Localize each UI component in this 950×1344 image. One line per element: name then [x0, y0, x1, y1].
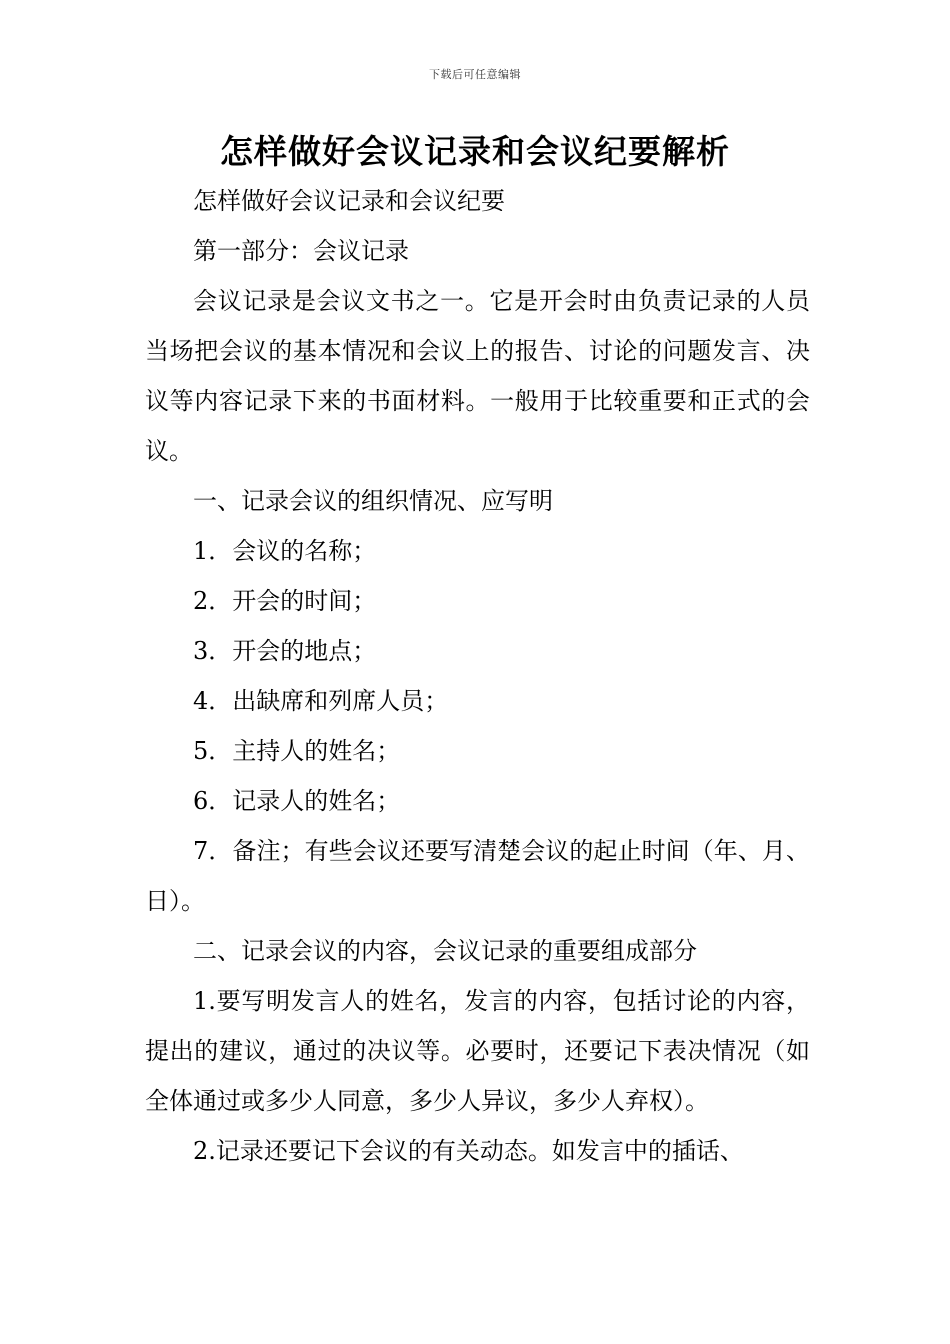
list-item: 3．开会的地点； — [193, 637, 377, 665]
section-heading: 一、记录会议的组织情况、应写明 — [193, 487, 553, 515]
section-heading: 第一部分：会议记录 — [193, 237, 409, 265]
document-title: 怎样做好会议记录和会议纪要解析 — [220, 132, 730, 171]
document-body — [145, 176, 810, 1176]
section-heading: 二、记录会议的内容，会议记录的重要组成部分 — [193, 937, 697, 965]
list-item: 1.要写明发言人的姓名，发言的内容，包括讨论的内容，提出的建议，通过的决议等。必要时，还要记下表决情况（如全体通过或多少人同意，多少人异议，多少人弃权）。 — [145, 987, 810, 1115]
paragraph: 怎样做好会议记录和会议纪要 — [193, 187, 505, 215]
paragraph: 会议记录是会议文书之一。它是开会时由负责记录的人员当场把会议的基本情况和会议上的报告、讨论的问题发言、决议等内容记录下来的书面材料。一般用于比较重要和正式的会议。 — [145, 287, 810, 465]
list-item: 5．主持人的姓名； — [193, 737, 401, 765]
list-item: 4．出缺席和列席人员； — [193, 687, 449, 715]
list-item: 2.记录还要记下会议的有关动态。如发言中的插话、 — [193, 1137, 744, 1165]
list-item: 1．会议的名称； — [193, 537, 377, 565]
header-note: 下载后可任意编辑 — [429, 68, 521, 81]
list-item: 7．备注；有些会议还要写清楚会议的起止时间（年、月、日）。 — [145, 837, 810, 915]
list-item: 6．记录人的姓名； — [193, 787, 401, 815]
list-item: 2．开会的时间； — [193, 587, 377, 615]
